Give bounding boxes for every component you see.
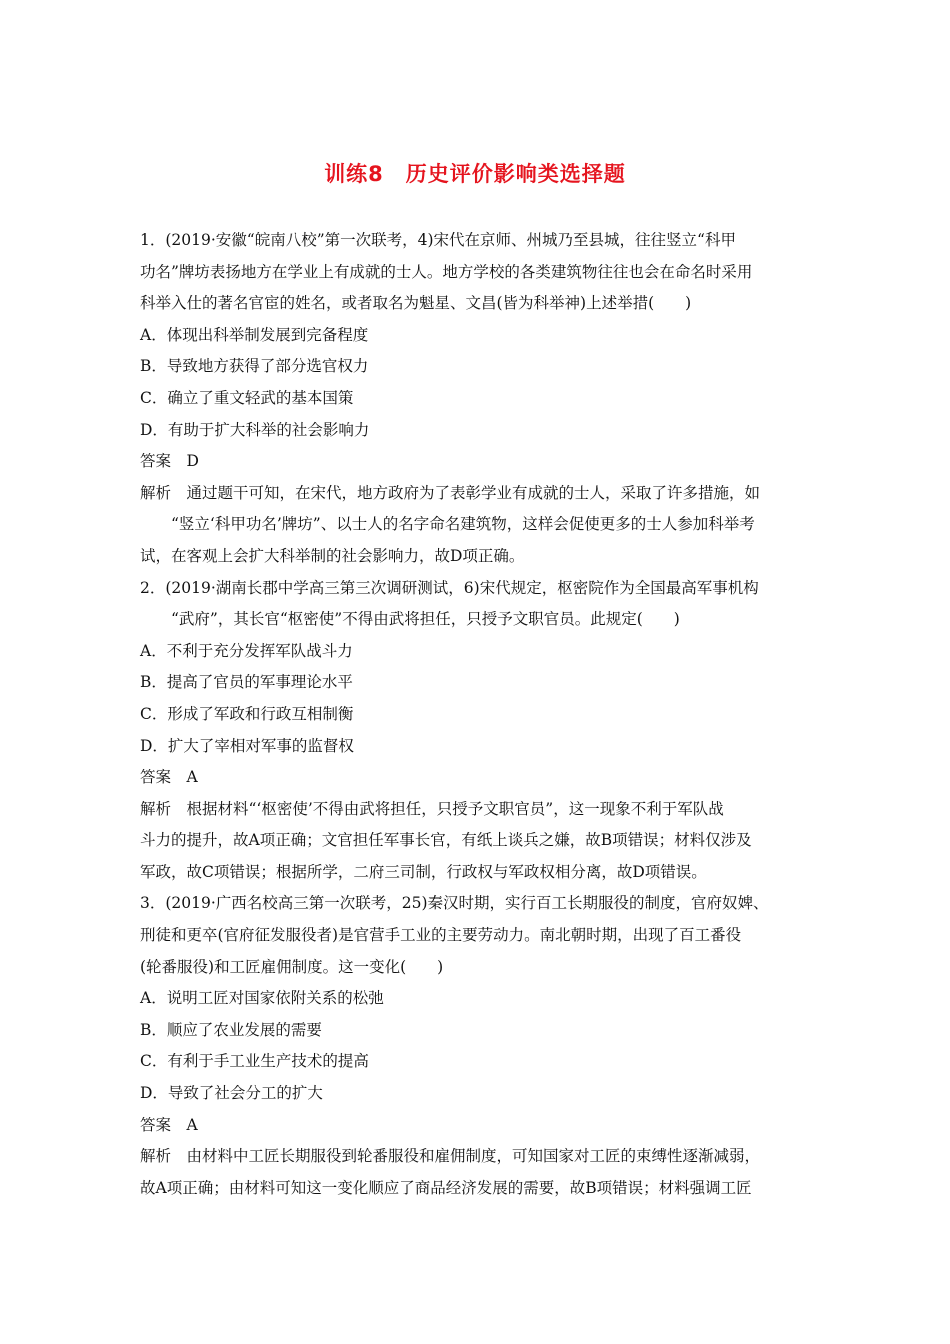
answer: 答案 D (140, 452, 199, 471)
text-line: “武府”，其长官“枢密使”不得由武将担任，只授予文职官员。此规定( ) (171, 610, 680, 629)
page-title: 训练8 历史评价影响类选择题 (324, 162, 626, 186)
option-d: D．有助于扩大科举的社会影响力 (140, 420, 370, 439)
option-b: B．导致地方获得了部分选官权力 (140, 357, 369, 376)
text-line: 3．(2019·广西名校高三第一次联考，25)秦汉时期，实行百工长期服役的制度，官府奴婢、 (140, 894, 769, 913)
answer: 答案 A (140, 768, 198, 787)
text-line: 刑徒和更卒(官府征发服役者)是官营手工业的主要劳动力。南北朝时期，出现了百工番役 (140, 926, 742, 945)
option-a: A．不利于充分发挥军队战斗力 (140, 641, 353, 660)
text-line: (轮番服役)和工匠雇佣制度。这一变化( ) (140, 957, 444, 976)
analysis: 解析 通过题干可知，在宋代，地方政府为了表彰学业有成就的士人，采取了许多措施，如 (140, 483, 761, 502)
option-a: A．体现出科举制发展到完备程度 (140, 325, 369, 344)
analysis: 解析 根据材料“‘枢密使’不得由武将担任，只授予文职官员”，这一现象不利于军队战 (140, 799, 724, 818)
answer: 答案 A (140, 1115, 198, 1134)
option-a: A．说明工匠对国家依附关系的松弛 (140, 989, 384, 1008)
document-body (140, 225, 812, 1204)
text-line: “竖立‘科甲功名’牌坊”、以士人的名字命名建筑物，这样会促使更多的士人参加科举考 (171, 515, 755, 534)
option-c: C．形成了军政和行政互相制衡 (140, 704, 354, 723)
text-line: 故A项正确；由材料可知这一变化顺应了商品经济发展的需要，故B项错误；材料强调工匠 (140, 1178, 752, 1197)
option-d: D．导致了社会分工的扩大 (140, 1084, 323, 1103)
text-line: 试，在客观上会扩大科举制的社会影响力，故D项正确。 (140, 546, 525, 565)
option-b: B．顺应了农业发展的需要 (140, 1020, 322, 1039)
text-line: 1．(2019·安徽“皖南八校”第一次联考，4)宋代在京师、州城乃至县城，往往竖立“科甲 (140, 231, 736, 249)
text-line: 功名”牌坊表扬地方在学业上有成就的士人。地方学校的各类建筑物往往也会在命名时采用 (140, 262, 753, 281)
option-c: C．确立了重文轻武的基本国策 (140, 388, 354, 407)
analysis: 解析 由材料中工匠长期服役到轮番服役和雇佣制度，可知国家对工匠的束缚性逐渐减弱， (140, 1147, 761, 1166)
text-line: 科举入仕的著名官宦的姓名，或者取名为魁星、文昌(皆为科举神)上述举措( ) (140, 294, 692, 313)
option-c: C．有利于手工业生产技术的提高 (140, 1052, 369, 1071)
text-line: 斗力的提升，故A项正确；文官担任军事长官，有纸上谈兵之嫌，故B项错误；材料仅涉及 (140, 831, 752, 850)
option-b: B．提高了官员的军事理论水平 (140, 673, 353, 692)
text-line: 2．(2019·湖南长郡中学高三第三次调研测试，6)宋代规定，枢密院作为全国最高军事机构 (140, 578, 759, 597)
option-d: D．扩大了宰相对军事的监督权 (140, 736, 354, 755)
text-line: 军政，故C项错误；根据所学，二府三司制，行政权与军政权相分离，故D项错误。 (140, 862, 707, 881)
